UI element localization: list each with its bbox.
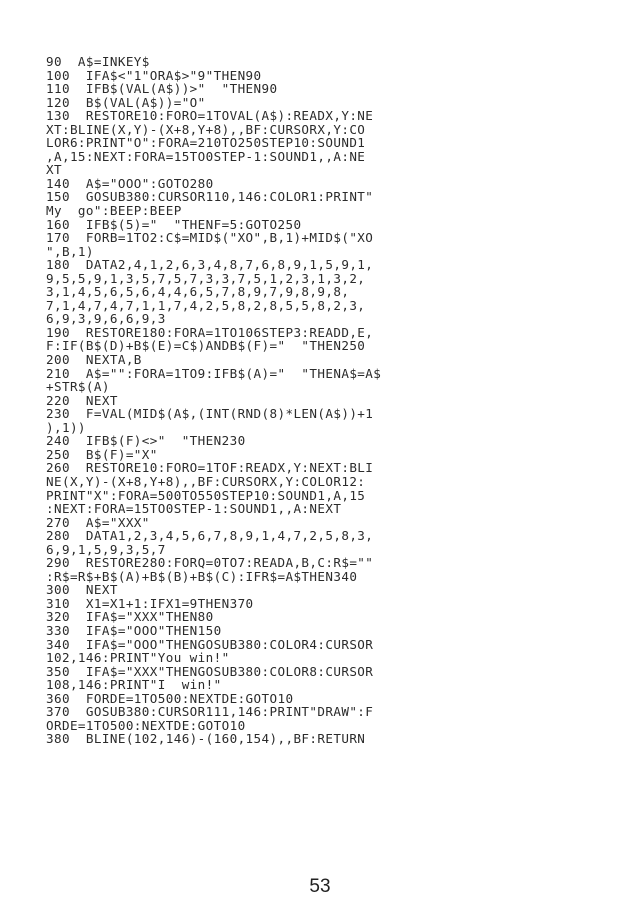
code-line: 7,1,4,7,4,7,1,1,7,4,2,5,8,2,8,5,5,8,2,3, <box>46 297 366 313</box>
code-line: 6,9,3,9,6,6,9,3 <box>46 311 166 327</box>
code-line: 270 A$="XXX" <box>46 514 150 530</box>
code-line: 250 B$(F)="X" <box>46 446 158 462</box>
code-line: 110 IFB$(VAL(A$))>" "THEN90 <box>46 81 278 97</box>
code-line: 260 RESTORE10:FORO=1TOF:READX,Y:NEXT:BLI <box>46 460 374 476</box>
code-line: 180 DATA2,4,1,2,6,3,4,8,7,6,8,9,1,5,9,1, <box>46 257 374 273</box>
code-line: F:IF(B$(D)+B$(E)=C$)ANDB$(F)=" "THEN250 <box>46 338 366 354</box>
code-line: 310 X1=X1+1:IFX1=9THEN370 <box>46 595 254 611</box>
code-line: NE(X,Y)-(X+8,Y+8),,BF:CURSORX,Y:COLOR12: <box>46 473 366 489</box>
code-line: 102,146:PRINT"You win!" <box>46 650 230 666</box>
code-line: 280 DATA1,2,3,4,5,6,7,8,9,1,4,7,2,5,8,3, <box>46 528 374 544</box>
code-line: 220 NEXT <box>46 392 118 408</box>
code-line: 320 IFA$="XXX"THEN80 <box>46 609 214 625</box>
code-line: 290 RESTORE280:FORQ=0TO7:READA,B,C:R$="" <box>46 555 374 571</box>
code-line: 360 FORDE=1TO500:NEXTDE:GOTO10 <box>46 690 294 706</box>
code-line: 240 IFB$(F)<>" "THEN230 <box>46 433 246 449</box>
code-line: 330 IFA$="OOO"THEN150 <box>46 622 222 638</box>
page-number: 53 <box>309 876 331 897</box>
code-line: 370 GOSUB380:CURSOR111,146:PRINT"DRAW":F <box>46 704 374 720</box>
code-line: 230 F=VAL(MID$(A$,(INT(RND(8)*LEN(A$))+1 <box>46 406 374 422</box>
code-line: 140 A$="OOO":GOTO280 <box>46 175 214 191</box>
code-line: 120 B$(VAL(A$))="O" <box>46 94 206 110</box>
code-line: 160 IFB$(5)=" "THENF=5:GOTO250 <box>46 216 302 232</box>
code-line: ",B,1) <box>46 243 94 259</box>
code-line: ORDE=1TO500:NEXTDE:GOTO10 <box>46 717 246 733</box>
code-line: 108,146:PRINT"I win!" <box>46 677 222 693</box>
code-line: ,A,15:NEXT:FORA=15TO0STEP-1:SOUND1,,A:NE <box>46 148 366 164</box>
code-line: 300 NEXT <box>46 582 118 598</box>
code-line: 190 RESTORE180:FORA=1TO106STEP3:READD,E, <box>46 324 374 340</box>
code-line: 6,9,1,5,9,3,5,7 <box>46 541 166 557</box>
code-line: 150 GOSUB380:CURSOR110,146:COLOR1:PRINT" <box>46 189 374 205</box>
code-line: 340 IFA$="OOO"THENGOSUB380:COLOR4:CURSOR <box>46 636 374 652</box>
code-line: My go":BEEP:BEEP <box>46 203 182 219</box>
basic-program-listing <box>46 55 594 759</box>
code-line: :R$=R$+B$(A)+B$(B)+B$(C):IFR$=A$THEN340 <box>46 568 358 584</box>
code-line: LOR6:PRINT"O":FORA=210TO250STEP10:SOUND1 <box>46 135 366 151</box>
code-line: 380 BLINE(102,146)-(160,154),,BF:RETURN <box>46 731 366 747</box>
code-line: 210 A$="":FORA=1TO9:IFB$(A)=" "THENA$=A$ <box>46 365 382 381</box>
code-line: XT <box>46 162 62 178</box>
code-line: 100 IFA$<"1"ORA$>"9"THEN90 <box>46 67 262 83</box>
code-line: 3,1,4,5,6,5,6,4,4,6,5,7,8,9,7,9,8,9,8, <box>46 284 350 300</box>
code-line: 170 FORB=1TO2:C$=MID$("XO",B,1)+MID$("XO <box>46 230 374 246</box>
code-line: 9,5,5,9,1,3,5,7,5,7,3,3,7,5,1,2,3,1,3,2, <box>46 270 366 286</box>
code-line: XT:BLINE(X,Y)-(X+8,Y+8),,BF:CURSORX,Y:CO <box>46 121 366 137</box>
code-line: 200 NEXTA,B <box>46 352 142 368</box>
code-line: :NEXT:FORA=15TO0STEP-1:SOUND1,,A:NEXT <box>46 501 342 517</box>
code-line: 90 A$=INKEY$ <box>46 54 150 69</box>
code-line: 130 RESTORE10:FORO=1TOVAL(A$):READX,Y:NE <box>46 108 374 124</box>
code-line: +STR$(A) <box>46 379 110 395</box>
code-line: PRINT"X":FORA=500TO550STEP10:SOUND1,A,15 <box>46 487 366 503</box>
code-line: 350 IFA$="XXX"THENGOSUB380:COLOR8:CURSOR <box>46 663 374 679</box>
code-line: ),1)) <box>46 419 86 435</box>
